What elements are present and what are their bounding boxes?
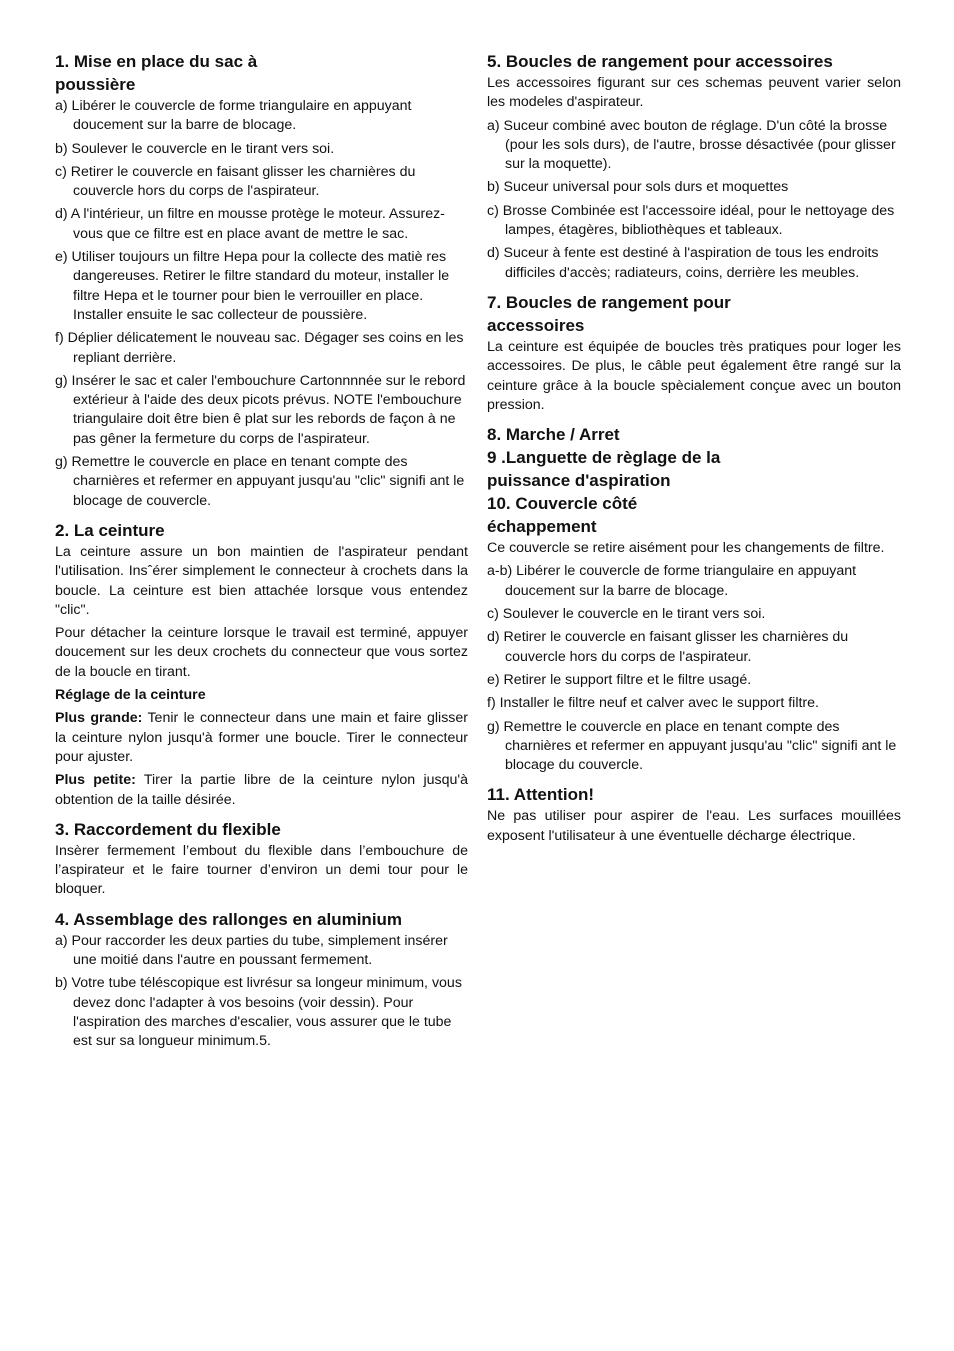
heading-1 [55, 50, 468, 96]
list-item: c) Soulever le couvercle en le tirant vers soi. [487, 606, 766, 623]
list-item: d) A l'intérieur, un filtre en mousse protège le moteur. Assurez-vous que ce filtre est en place avant de mettre le sac. [55, 206, 445, 242]
heading-7-line2: accessoires [487, 315, 585, 335]
section-11 [487, 783, 901, 846]
list-item: e) Retirer le support filtre et le filtre usagé. [487, 671, 752, 688]
heading-2: 2. La ceinture [55, 520, 165, 540]
list-item: g) Insérer le sac et caler l'embouchure Cartonnnnée sur le rebord extérieur à l'aide des deux picots prévus. NOTE l'embouchure triangulaire doit être bien ê plat sur les rebords de façon à ne pas gêner la fermeture du corps de l'aspirateur. [55, 372, 466, 447]
paragraph-text: Tenir le connecteur dans une main et faire glisser la ceinture nylon jusqu'à former une boucle. Tirer le connecteur pour ajuster. [55, 710, 468, 765]
heading-3: 3. Raccordement du flexible [55, 819, 281, 839]
list-item: a) Suceur combiné avec bouton de réglage. D'un côté la brosse (pour les sols durs), de l'autre, brosse désactivée (pour glisser sur la moquette). [487, 117, 896, 173]
list-item: d) Retirer le couvercle en faisant glisser les charnières du couvercle hors du corps de l'aspirateur. [487, 629, 849, 665]
heading-10-line1: 10. Couvercle côté [487, 494, 638, 514]
heading-8-10 [487, 423, 901, 538]
list-item: g) Remettre le couvercle en place en tenant compte des charnières et refermer en appuyant jusqu'au "clic" signifi ant le blocage de couvercle. [55, 454, 465, 509]
heading-5: 5. Boucles de rangement pour accessoires [487, 52, 833, 71]
list-item: f) Installer le filtre neuf et calver avec le support filtre. [487, 695, 819, 712]
paragraph [55, 709, 468, 767]
list-item: c) Brosse Combinée est l'accessoire idéal, pour le nettoyage des lampes, étagères, bibliothèques et tableaux. [487, 202, 895, 239]
section-1 [55, 50, 468, 511]
subheading: Réglage de la ceinture [55, 687, 206, 704]
heading-11: 11. Attention! [487, 785, 595, 805]
list-item: g) Remettre le couvercle en place en tenant compte des charnières et refermer en appuyant jusqu'au "clic" signifi ant le blocage du couvercle. [487, 718, 897, 774]
heading-7-line1: 7. Boucles de rangement pour [487, 292, 731, 312]
section-5 [487, 50, 901, 283]
paragraph-text: Tirer la partie libre de la ceinture nylon jusqu'à obtention de la taille désirée. [55, 772, 468, 808]
heading-1-line1: 1. Mise en place du sac à [55, 52, 258, 71]
heading-1-line2: poussière [55, 75, 136, 94]
list-item: f) Déplier délicatement le nouveau sac. Dégager ses coins en les repliant derrière. [55, 330, 464, 366]
paragraph: Insèrer fermement l’embout du flexible dans l’embouchure de l’aspirateur et le faire tourner d’environ un demi tour pour le bloquer. [55, 842, 468, 898]
list-item: a) Libérer le couvercle de forme triangulaire en appuyant doucement sur la barre de blocage. [55, 98, 412, 134]
paragraph: Pour détacher la ceinture lorsque le travail est terminé, appuyer doucement sur les deux crochets du connecteur que vous sortez de la boucle en tirant. [55, 625, 468, 680]
heading-10-line2: échappement [487, 517, 597, 537]
heading-9-line2: puissance d'aspiration [487, 471, 671, 491]
list-item: a-b) Libérer le couvercle de forme triangulaire en appuyant doucement sur la barre de blocage. [487, 563, 857, 599]
list-item: b) Suceur universal pour sols durs et moquettes [487, 179, 789, 196]
right-column [487, 50, 901, 850]
left-column [55, 50, 468, 1055]
paragraph [55, 771, 468, 810]
section-8-10 [487, 423, 901, 775]
section-3 [55, 818, 468, 900]
heading-9-line1: 9 .Languette de règlage de la [487, 448, 721, 468]
heading-8: 8. Marche / Arret [487, 425, 620, 445]
paragraph: La ceinture assure un bon maintien de l'aspirateur pendant l'utilisation. Insˆérer simplement le connecteur à crochets dans la boucle. La ceinture est bien attachée lorsque vous entendez "clic". [55, 543, 468, 618]
label-bold: Plus petite: [55, 772, 136, 789]
heading-4: 4. Assemblage des rallonges en aluminium [55, 909, 403, 929]
list-item: a) Pour raccorder les deux parties du tube, simplement insérer une moitié dans l'autre en poussant fermement. [55, 932, 448, 968]
paragraph: Ne pas utiliser pour aspirer de l'eau. Les surfaces mouillées exposent l'utilisateur à une éventuelle décharge électrique. [487, 808, 901, 844]
label-bold: Plus grande: [55, 710, 143, 727]
section-7 [487, 291, 901, 415]
paragraph: La ceinture est équipée de boucles très pratiques pour loger les accessoires. De plus, le câble peut également être rangé sur la ceinture grâce à la boucle spècialement conçue avec un bouton pression. [487, 338, 901, 413]
list-item: b) Soulever le couvercle en le tirant vers soi. [55, 140, 335, 157]
paragraph: Ce couvercle se retire aisément pour les changements de filtre. [487, 540, 885, 557]
heading-7 [487, 291, 901, 337]
list-item: b) Votre tube téléscopique est livrésur sa longeur minimum, vous devez donc l'adapter à vos besoins (voir dessin). Pour l'aspiration des marches d'escalier, vous assurer que le tube est sur sa longueur minimum.5. [55, 975, 462, 1050]
list-item: d) Suceur à fente est destiné à l'aspiration de tous les endroits difficiles d'accès; radiateurs, coins, derrière les meubles. [487, 245, 879, 281]
list-item: e) Utiliser toujours un filtre Hepa pour la collecte des matiè res dangereuses. Retirer le filtre standard du moteur, installer le filtre Hepa et le tourner pour bien le verrouiller en place. Installer ensuite le sac collecteur de poussière. [55, 249, 450, 323]
paragraph: Les accessoires figurant sur ces schemas peuvent varier selon les modeles d'aspirateur. [487, 75, 901, 111]
list-item: c) Retirer le couvercle en faisant glisser les charnières du couvercle hors du corps de l'aspirateur. [55, 163, 416, 200]
section-4 [55, 908, 468, 1052]
section-2 [55, 519, 468, 810]
